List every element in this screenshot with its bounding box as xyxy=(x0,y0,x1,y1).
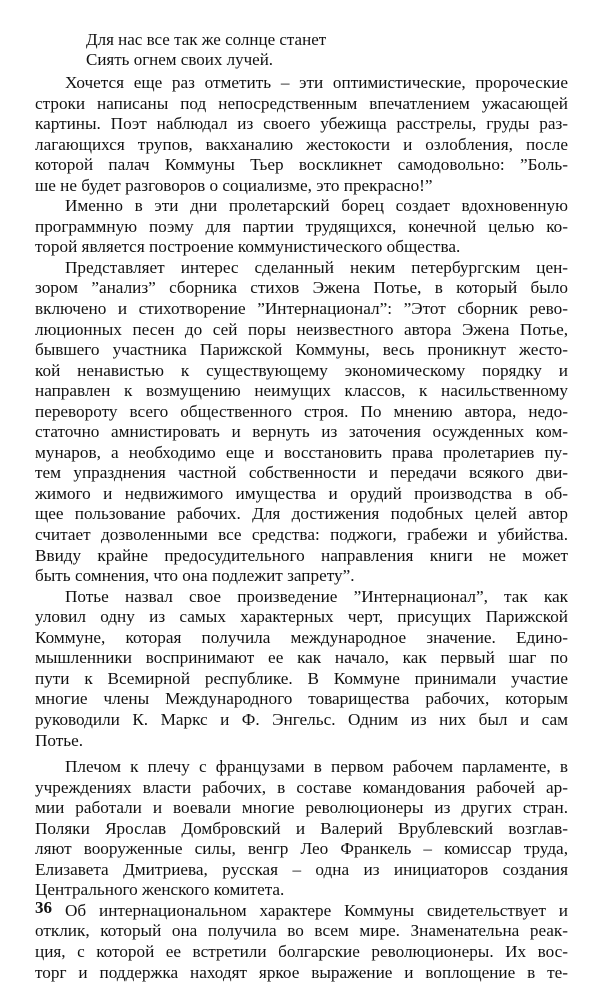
paragraph xyxy=(35,757,568,901)
text-line: направлен к возмущению неимущих классов, к насильственному xyxy=(35,381,568,401)
text-line: кой ненавистью к существующему экономическому порядку и xyxy=(35,360,568,380)
text-line: щее пользование рабочих. Для достижения подобных целей автор xyxy=(35,504,568,524)
text-line: жимого и недвижимого имущества и орудий производства в об- xyxy=(35,483,568,503)
paragraph xyxy=(35,901,568,983)
text-line: учреждениях власти рабочих, в составе командования рабочей ар- xyxy=(35,777,568,797)
text-line: Ввиду крайне предосудительного направления книги не может xyxy=(35,545,568,565)
text-line: зором ”анализ” сборника стихов Эжена Потье, в который было xyxy=(35,278,568,298)
text-line: быть сомнения, что она подлежит запрету”. xyxy=(35,566,355,586)
text-line: Поляки Ярослав Домбровский и Валерий Врублевский возглав- xyxy=(35,818,568,838)
text-line: Плечом к плечу с французами в первом рабочем парламенте, в xyxy=(65,757,568,777)
text-line: мии работали и воевали многие революционеры из других стран. xyxy=(35,798,568,818)
text-line: Коммуне, которая получила международное значение. Едино- xyxy=(35,627,568,647)
text-line: Елизавета Дмитриева, русская – одна из инициаторов создания xyxy=(35,859,568,879)
paragraph xyxy=(35,73,568,196)
text-line: ляют вооруженные силы, венгр Лео Франкель – комиссар труда, xyxy=(35,839,568,859)
text-line: пути к Всемирной республике. В Коммуне принимали участие xyxy=(35,668,568,688)
poem-epigraph xyxy=(86,30,326,70)
text-line: строки написаны под непосредственным впечатлением ужасающей xyxy=(35,93,568,113)
text-line: ция, с которой ее встретили болгарские революционеры. Их вос- xyxy=(35,941,568,961)
text-line: бывшего участника Парижской Коммуны, весь проникнут жесто- xyxy=(35,340,568,360)
text-line: мышленники воспринимают ее как начало, как первый шаг по xyxy=(35,648,568,668)
text-line: торг и поддержка находят яркое выражение и воплощение в те- xyxy=(35,962,568,982)
text-line: картины. Поэт наблюдал из своего убежища расстрелы, груды раз- xyxy=(35,114,568,134)
text-line: которой палач Коммуны Тьер воскликнет самодовольно: ”Боль- xyxy=(35,155,568,175)
paragraph xyxy=(35,196,568,258)
text-line: перевороту всего общественного строя. По мнению автора, недо- xyxy=(35,401,568,421)
text-line: Представляет интерес сделанный неким петербургским цен- xyxy=(65,257,568,277)
text-line: уловил одну из самых характерных черт, присущих Парижской xyxy=(35,607,568,627)
text-line: торой является построение коммунистического общества. xyxy=(35,237,461,257)
text-line: Потье. xyxy=(35,730,84,750)
text-line: Именно в эти дни пролетарский борец создает вдохновенную xyxy=(65,196,568,216)
text-line: статочно амнистировать и вернуть из заточения осужденных ком- xyxy=(35,422,568,442)
text-line: мунаров, а необходимо еще и восстановить права пролетариев пу- xyxy=(35,442,568,462)
poem-line: Сиять огнем своих лучей. xyxy=(86,50,274,69)
text-line: программную поэму для партии трудящихся, конечной целью ко- xyxy=(35,216,568,236)
text-line: Об интернациональном характере Коммуны свидетельствует и xyxy=(65,900,568,920)
text-line: люционных песен до сей поры неизвестного автора Эжена Потье, xyxy=(35,319,568,339)
text-line: Центрального женского комитета. xyxy=(35,880,285,900)
text-line: тем упразднения частной собственности и передачи всякого дви- xyxy=(35,463,568,483)
text-line: лагающихся трупов, вакханалию жестокости и озлобления, после xyxy=(35,134,568,154)
poem-line: Для нас все так же солнце станет xyxy=(86,30,327,49)
text-line: Потье назвал свое произведение ”Интернационал”, так как xyxy=(65,586,568,606)
text-line: Хочется еще раз отметить – эти оптимистические, пророческие xyxy=(65,73,568,92)
body-text xyxy=(35,73,568,983)
text-line: включено и стихотворение ”Интернационал”: ”Этот сборник рево- xyxy=(35,299,568,319)
text-line: руководили К. Маркс и Ф. Энгельс. Одним из них был и сам xyxy=(35,709,568,729)
text-line: многие члены Международного товарищества рабочих, которым xyxy=(35,689,568,709)
page-number: 36 xyxy=(35,898,52,917)
text-line: считает дозволенными все средства: поджоги, грабежи и убийства. xyxy=(35,525,568,545)
paragraph xyxy=(35,258,568,587)
text-line: ше не будет разговоров о социализме, это прекрасно!” xyxy=(35,175,433,195)
paragraph xyxy=(35,587,568,751)
text-line: отклик, который она получила во всем мире. Знаменательна реак- xyxy=(35,921,568,941)
